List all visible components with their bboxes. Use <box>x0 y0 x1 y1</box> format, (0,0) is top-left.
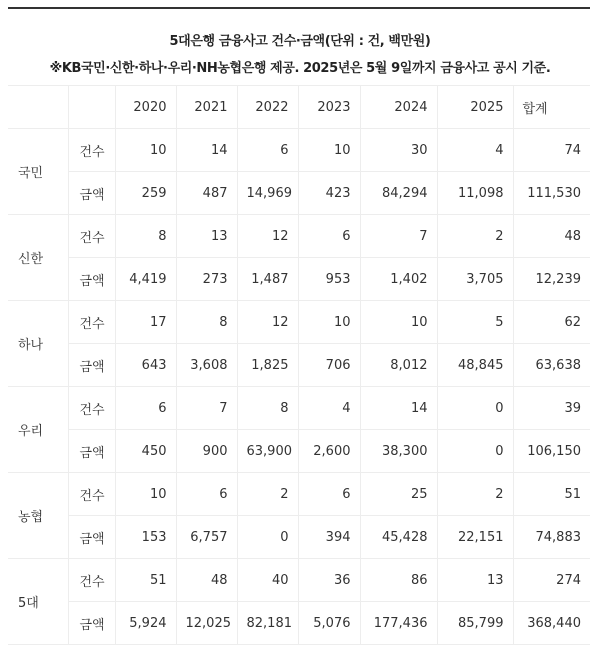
metric-label-amount: 금액 <box>68 258 115 301</box>
value-cell: 2 <box>437 215 513 258</box>
value-cell: 4 <box>298 387 360 430</box>
header-2021: 2021 <box>176 86 237 129</box>
table-row-nonghyup-count <box>8 473 590 516</box>
metric-label-amount: 금액 <box>68 516 115 559</box>
bank-name-kookmin: 국민 <box>8 129 68 215</box>
value-cell: 1,825 <box>237 344 298 387</box>
value-cell: 2 <box>437 473 513 516</box>
value-cell: 48 <box>176 559 237 602</box>
value-cell: 14 <box>360 387 437 430</box>
value-cell: 706 <box>298 344 360 387</box>
value-cell: 0 <box>237 516 298 559</box>
header-2024: 2024 <box>360 86 437 129</box>
value-cell: 111,530 <box>513 172 590 215</box>
value-cell: 10 <box>360 301 437 344</box>
value-cell: 5 <box>437 301 513 344</box>
bank-name-hana: 하나 <box>8 301 68 387</box>
metric-label-count: 건수 <box>68 301 115 344</box>
value-cell: 423 <box>298 172 360 215</box>
value-cell: 6 <box>298 215 360 258</box>
table-row-kookmin-amount <box>8 172 590 215</box>
table-row-shinhan-count <box>8 215 590 258</box>
value-cell: 3,705 <box>437 258 513 301</box>
value-cell: 6 <box>115 387 176 430</box>
header-row <box>8 86 590 129</box>
value-cell: 12,239 <box>513 258 590 301</box>
header-2025: 2025 <box>437 86 513 129</box>
value-cell: 5,924 <box>115 602 176 645</box>
value-cell: 86 <box>360 559 437 602</box>
value-cell: 38,300 <box>360 430 437 473</box>
value-cell: 5,076 <box>298 602 360 645</box>
header-metric <box>68 86 115 129</box>
value-cell: 12,025 <box>176 602 237 645</box>
value-cell: 51 <box>115 559 176 602</box>
value-cell: 10 <box>115 473 176 516</box>
value-cell: 6,757 <box>176 516 237 559</box>
value-cell: 394 <box>298 516 360 559</box>
bank-name-top5: 5대 <box>8 559 68 645</box>
value-cell: 13 <box>437 559 513 602</box>
value-cell: 8 <box>115 215 176 258</box>
value-cell: 25 <box>360 473 437 516</box>
table-body <box>8 129 590 645</box>
value-cell: 0 <box>437 430 513 473</box>
value-cell: 8 <box>237 387 298 430</box>
value-cell: 10 <box>115 129 176 172</box>
table-row-kookmin-count <box>8 129 590 172</box>
value-cell: 274 <box>513 559 590 602</box>
value-cell: 7 <box>360 215 437 258</box>
header-2020: 2020 <box>115 86 176 129</box>
value-cell: 51 <box>513 473 590 516</box>
value-cell: 85,799 <box>437 602 513 645</box>
value-cell: 8,012 <box>360 344 437 387</box>
table-row-woori-amount <box>8 430 590 473</box>
value-cell: 40 <box>237 559 298 602</box>
bank-name-woori: 우리 <box>8 387 68 473</box>
bank-name-shinhan: 신한 <box>8 215 68 301</box>
value-cell: 30 <box>360 129 437 172</box>
top-rule <box>8 7 590 9</box>
value-cell: 12 <box>237 301 298 344</box>
value-cell: 900 <box>176 430 237 473</box>
financial-incidents-table <box>8 85 590 645</box>
value-cell: 17 <box>115 301 176 344</box>
metric-label-count: 건수 <box>68 559 115 602</box>
value-cell: 1,402 <box>360 258 437 301</box>
value-cell: 3,608 <box>176 344 237 387</box>
metric-label-count: 건수 <box>68 129 115 172</box>
bank-name-nonghyup: 농협 <box>8 473 68 559</box>
value-cell: 2,600 <box>298 430 360 473</box>
table-note: ※KB국민·신한·하나·우리·NH농협은행 제공. 2025년은 5월 9일까지 금융사고 공시 기준. <box>49 61 551 76</box>
value-cell: 6 <box>176 473 237 516</box>
value-cell: 22,151 <box>437 516 513 559</box>
table-row-top5-amount <box>8 602 590 645</box>
value-cell: 177,436 <box>360 602 437 645</box>
value-cell: 106,150 <box>513 430 590 473</box>
header-total: 합계 <box>513 86 590 129</box>
value-cell: 2 <box>237 473 298 516</box>
value-cell: 273 <box>176 258 237 301</box>
value-cell: 11,098 <box>437 172 513 215</box>
value-cell: 4,419 <box>115 258 176 301</box>
metric-label-count: 건수 <box>68 473 115 516</box>
value-cell: 82,181 <box>237 602 298 645</box>
value-cell: 643 <box>115 344 176 387</box>
value-cell: 1,487 <box>237 258 298 301</box>
value-cell: 36 <box>298 559 360 602</box>
metric-label-amount: 금액 <box>68 172 115 215</box>
value-cell: 450 <box>115 430 176 473</box>
metric-label-amount: 금액 <box>68 430 115 473</box>
header-2022: 2022 <box>237 86 298 129</box>
value-cell: 62 <box>513 301 590 344</box>
value-cell: 84,294 <box>360 172 437 215</box>
value-cell: 368,440 <box>513 602 590 645</box>
value-cell: 14,969 <box>237 172 298 215</box>
table-row-woori-count <box>8 387 590 430</box>
value-cell: 63,638 <box>513 344 590 387</box>
table-row-nonghyup-amount <box>8 516 590 559</box>
value-cell: 6 <box>298 473 360 516</box>
metric-label-count: 건수 <box>68 387 115 430</box>
value-cell: 8 <box>176 301 237 344</box>
value-cell: 487 <box>176 172 237 215</box>
value-cell: 74,883 <box>513 516 590 559</box>
value-cell: 953 <box>298 258 360 301</box>
value-cell: 39 <box>513 387 590 430</box>
header-bank <box>8 86 68 129</box>
value-cell: 153 <box>115 516 176 559</box>
table-row-hana-count <box>8 301 590 344</box>
value-cell: 48,845 <box>437 344 513 387</box>
value-cell: 74 <box>513 129 590 172</box>
metric-label-amount: 금액 <box>68 344 115 387</box>
table-row-top5-count <box>8 559 590 602</box>
value-cell: 12 <box>237 215 298 258</box>
value-cell: 0 <box>437 387 513 430</box>
value-cell: 45,428 <box>360 516 437 559</box>
value-cell: 48 <box>513 215 590 258</box>
header-2023: 2023 <box>298 86 360 129</box>
table-title: 5대은행 금융사고 건수·금액(단위 : 건, 백만원) <box>169 34 431 49</box>
metric-label-count: 건수 <box>68 215 115 258</box>
value-cell: 259 <box>115 172 176 215</box>
value-cell: 13 <box>176 215 237 258</box>
value-cell: 63,900 <box>237 430 298 473</box>
value-cell: 4 <box>437 129 513 172</box>
value-cell: 14 <box>176 129 237 172</box>
value-cell: 10 <box>298 301 360 344</box>
value-cell: 10 <box>298 129 360 172</box>
table-row-shinhan-amount <box>8 258 590 301</box>
table-row-hana-amount <box>8 344 590 387</box>
value-cell: 6 <box>237 129 298 172</box>
metric-label-amount: 금액 <box>68 602 115 645</box>
value-cell: 7 <box>176 387 237 430</box>
